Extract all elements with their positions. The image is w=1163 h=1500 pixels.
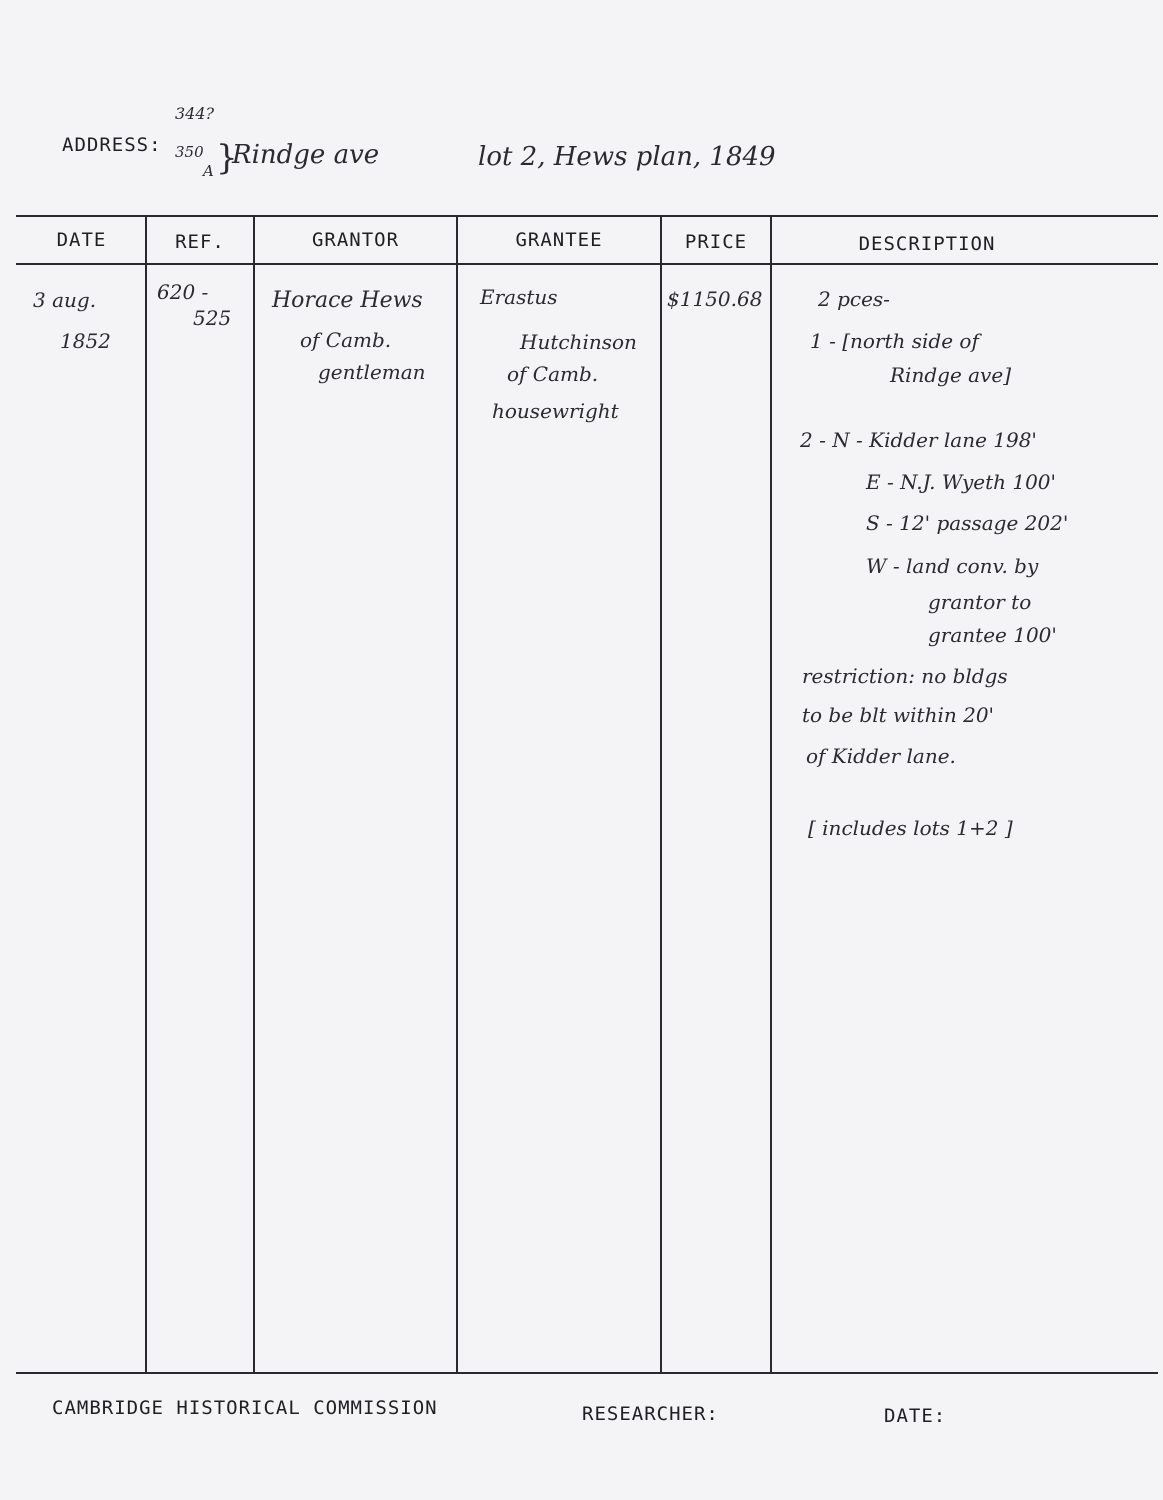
address-number-mid: 350 [175,143,204,161]
address-label: ADDRESS: [62,134,162,156]
address-street: Rindge ave [232,140,380,170]
address-number-sub: A [203,162,214,180]
entry-description-line: Rindge ave] [890,363,1011,387]
column-header-ref: REF. [175,231,225,253]
entry-grantee-place: of Camb. [507,362,599,386]
entry-grantor-place: of Camb. [300,328,392,352]
table-header-rule [16,263,1158,265]
entry-description-line: W - land conv. by [866,554,1039,578]
footer-organization: CAMBRIDGE HISTORICAL COMMISSION [52,1397,438,1419]
entry-ref-page: 525 [193,306,232,330]
column-header-grantor: GRANTOR [311,229,400,251]
column-divider [253,216,255,1373]
entry-description-line: restriction: no bldgs [802,664,1008,688]
column-divider [770,216,772,1373]
address-number-top: 344? [175,104,215,123]
entry-description-line: grantor to [928,590,1032,614]
table-bottom-rule [16,1372,1158,1374]
entry-description-line: [ includes lots 1+2 ] [808,816,1013,840]
entry-grantor-occupation: gentleman [318,360,426,384]
footer-researcher-label: RESEARCHER: [582,1403,719,1425]
entry-price: $1150.68 [667,287,763,311]
column-divider [145,216,147,1373]
entry-description-line: of Kidder lane. [806,744,956,768]
entry-description-line: 2 pces- [818,287,890,311]
entry-description-line: E - N.J. Wyeth 100' [866,470,1057,494]
entry-description-line: S - 12' passage 202' [866,511,1069,535]
entry-description-line: to be blt within 20' [802,703,995,727]
entry-grantee-name: Erastus [480,285,558,309]
entry-ref-book: 620 - [157,280,209,304]
footer-date-label: DATE: [884,1405,947,1427]
column-header-date: DATE [56,229,107,251]
entry-grantee-surname: Hutchinson [520,330,637,354]
column-header-price: PRICE [684,231,748,253]
entry-grantee-occupation: housewright [492,399,619,423]
address-bracket: } [216,138,238,178]
entry-grantor-name: Horace Hews [272,288,423,313]
table-top-rule [16,215,1158,217]
entry-description-line: 2 - N - Kidder lane 198' [800,428,1037,452]
entry-description-line: 1 - [north side of [810,329,979,353]
column-header-description: DESCRIPTION [858,233,996,255]
address-lot-info: lot 2, Hews plan, 1849 [478,142,776,172]
column-header-grantee: GRANTEE [515,229,603,251]
column-divider [456,216,458,1373]
entry-date-day: 3 aug. [33,288,97,312]
entry-date-year: 1852 [60,329,111,353]
column-divider [660,216,662,1373]
entry-description-line: grantee 100' [928,623,1057,647]
